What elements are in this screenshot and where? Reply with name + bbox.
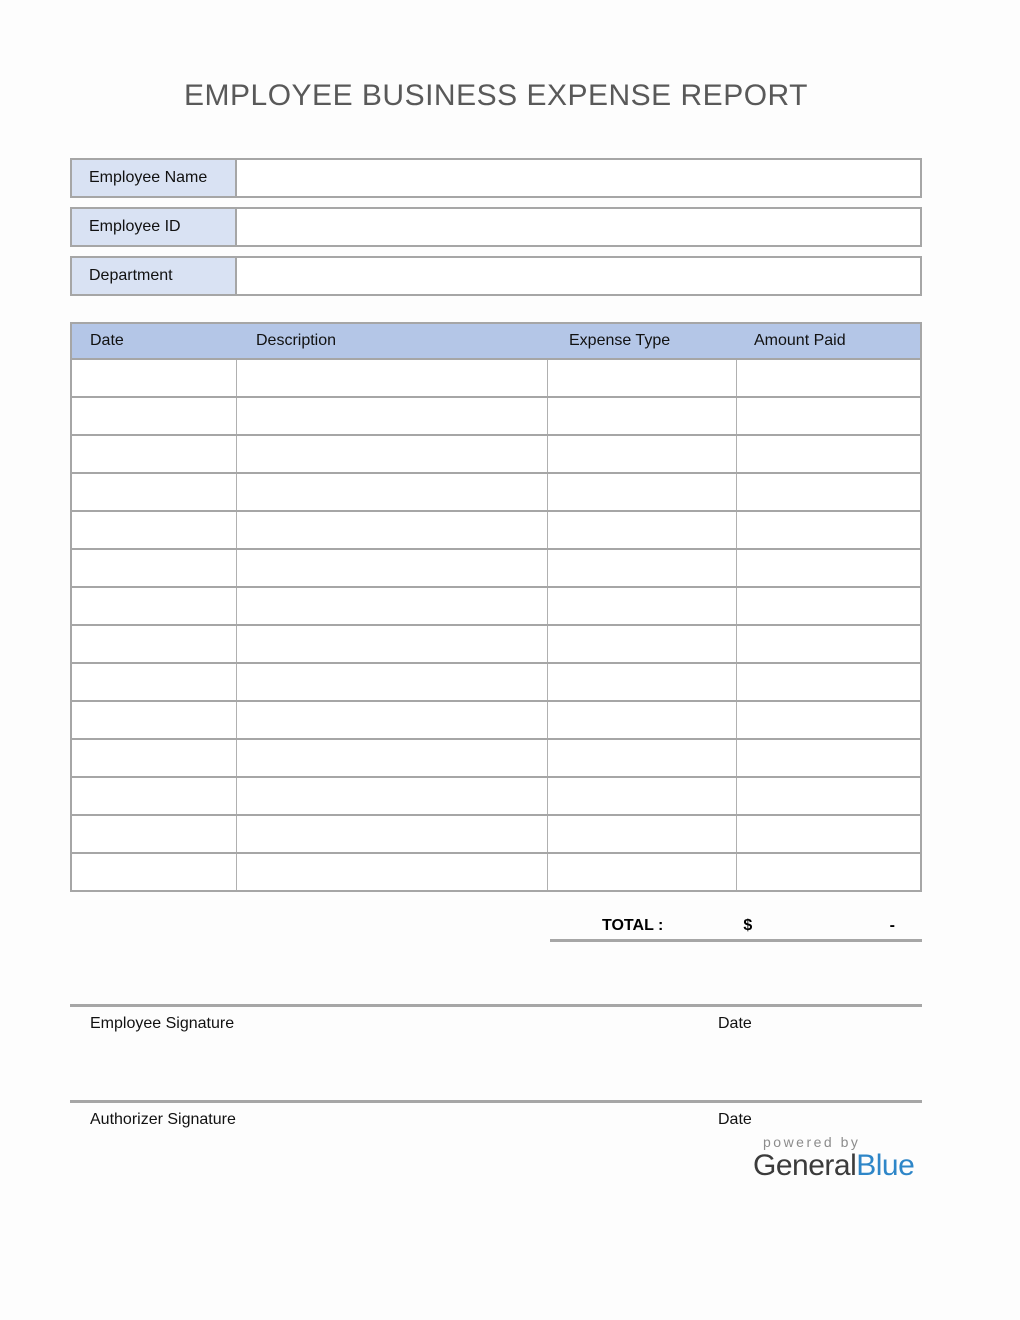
employee-id-label: Employee ID (72, 209, 237, 245)
table-row (72, 700, 920, 738)
amount-paid-cell[interactable] (737, 474, 920, 510)
expense-type-cell[interactable] (548, 360, 737, 396)
table-row (72, 738, 920, 776)
brand-general-text: General (753, 1149, 857, 1182)
table-row (72, 396, 920, 434)
amount-paid-cell[interactable] (737, 778, 920, 814)
date-cell[interactable] (72, 474, 237, 510)
brand-blue-text: Blue (856, 1149, 915, 1182)
employee-info-fields (70, 158, 922, 296)
expense-type-cell[interactable] (548, 550, 737, 586)
employee-id-row (70, 207, 922, 247)
expense-type-cell[interactable] (548, 512, 737, 548)
date-cell[interactable] (72, 360, 237, 396)
description-cell[interactable] (237, 854, 548, 890)
expense-type-cell[interactable] (548, 740, 737, 776)
employee-signature-date-label: Date (718, 1015, 752, 1032)
amount-paid-cell[interactable] (737, 436, 920, 472)
page-content (70, 78, 922, 1129)
date-cell[interactable] (72, 702, 237, 738)
department-input[interactable] (237, 258, 920, 294)
column-header-expense-type: Expense Type (569, 332, 671, 349)
amount-paid-cell[interactable] (737, 398, 920, 434)
expense-type-cell[interactable] (548, 778, 737, 814)
authorizer-signature-block (70, 1100, 922, 1129)
authorizer-signature-date-label: Date (718, 1111, 752, 1128)
description-cell[interactable] (237, 360, 548, 396)
amount-paid-cell[interactable] (737, 512, 920, 548)
date-cell[interactable] (72, 588, 237, 624)
amount-paid-cell[interactable] (737, 816, 920, 852)
employee-signature-label: Employee Signature (90, 1015, 235, 1032)
description-cell[interactable] (237, 474, 548, 510)
total-currency-symbol: $ (743, 917, 753, 934)
date-cell[interactable] (72, 550, 237, 586)
date-cell[interactable] (72, 664, 237, 700)
table-row (72, 434, 920, 472)
powered-by-text: powered by (763, 1134, 861, 1150)
table-row (72, 358, 920, 396)
description-cell[interactable] (237, 436, 548, 472)
expense-table-header (72, 324, 920, 358)
table-row (72, 586, 920, 624)
expense-type-cell[interactable] (548, 626, 737, 662)
table-row (72, 814, 920, 852)
date-cell[interactable] (72, 778, 237, 814)
expense-table (70, 322, 922, 892)
amount-paid-cell[interactable] (737, 626, 920, 662)
department-row (70, 256, 922, 296)
table-row (72, 510, 920, 548)
date-cell[interactable] (72, 436, 237, 472)
description-cell[interactable] (237, 664, 548, 700)
description-cell[interactable] (237, 398, 548, 434)
amount-paid-cell[interactable] (737, 360, 920, 396)
expense-type-cell[interactable] (548, 474, 737, 510)
expense-type-cell[interactable] (548, 702, 737, 738)
column-header-description: Description (256, 332, 337, 349)
table-row (72, 472, 920, 510)
table-row (72, 662, 920, 700)
date-cell[interactable] (72, 398, 237, 434)
amount-paid-cell[interactable] (737, 588, 920, 624)
amount-paid-cell[interactable] (737, 740, 920, 776)
expense-table-body (72, 358, 920, 890)
description-cell[interactable] (237, 588, 548, 624)
employee-name-label: Employee Name (72, 160, 237, 196)
description-cell[interactable] (237, 702, 548, 738)
expense-type-cell[interactable] (548, 664, 737, 700)
total-row (550, 912, 922, 942)
page-title: EMPLOYEE BUSINESS EXPENSE REPORT (184, 79, 808, 112)
employee-signature-block (70, 1004, 922, 1033)
general-blue-logo (753, 1150, 923, 1182)
description-cell[interactable] (237, 816, 548, 852)
description-cell[interactable] (237, 550, 548, 586)
amount-paid-cell[interactable] (737, 702, 920, 738)
column-header-date: Date (90, 332, 124, 349)
description-cell[interactable] (237, 778, 548, 814)
expense-type-cell[interactable] (548, 398, 737, 434)
date-cell[interactable] (72, 626, 237, 662)
date-cell[interactable] (72, 854, 237, 890)
expense-type-cell[interactable] (548, 436, 737, 472)
description-cell[interactable] (237, 626, 548, 662)
description-cell[interactable] (237, 512, 548, 548)
authorizer-signature-label: Authorizer Signature (90, 1111, 236, 1128)
table-row (72, 852, 920, 890)
amount-paid-cell[interactable] (737, 854, 920, 890)
employee-name-input[interactable] (237, 160, 920, 196)
table-row (72, 776, 920, 814)
description-cell[interactable] (237, 740, 548, 776)
expense-type-cell[interactable] (548, 854, 737, 890)
date-cell[interactable] (72, 740, 237, 776)
amount-paid-cell[interactable] (737, 550, 920, 586)
expense-type-cell[interactable] (548, 588, 737, 624)
employee-id-input[interactable] (237, 209, 920, 245)
expense-type-cell[interactable] (548, 816, 737, 852)
table-row (72, 624, 920, 662)
date-cell[interactable] (72, 512, 237, 548)
date-cell[interactable] (72, 816, 237, 852)
total-value: - (889, 917, 895, 934)
table-row (72, 548, 920, 586)
amount-paid-cell[interactable] (737, 664, 920, 700)
column-header-amount-paid: Amount Paid (754, 332, 846, 349)
employee-name-row (70, 158, 922, 198)
department-label: Department (72, 258, 237, 294)
brand-footer (753, 1134, 923, 1182)
total-label: TOTAL : (602, 917, 664, 934)
